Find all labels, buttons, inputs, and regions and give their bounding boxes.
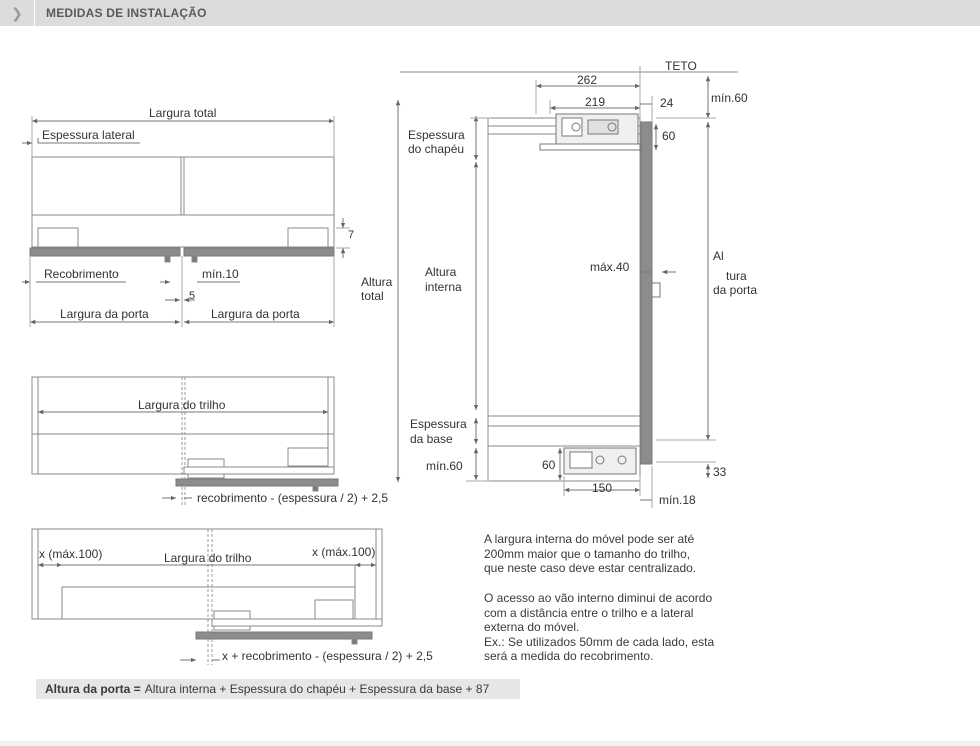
formula-label: Altura da porta =	[45, 682, 141, 696]
bottom-largura-trilho-label: Largura do trilho	[164, 551, 252, 565]
chevron-right-icon: ❯	[11, 4, 23, 21]
note-1-line-2: 200mm maior que o tamanho do trilho,	[484, 546, 691, 561]
altura-porta-label-2: tura	[726, 269, 747, 283]
door-height-formula	[36, 679, 520, 699]
top-view-diagram	[22, 116, 350, 327]
middle-largura-trilho-label: Largura do trilho	[138, 398, 226, 412]
dim-262-label: 262	[577, 73, 598, 87]
recobrimento-label: Recobrimento	[44, 267, 119, 281]
note-paragraph-2	[484, 591, 784, 664]
dim-33-label: 33	[713, 465, 727, 479]
min-60-bottom-label: mín.60	[426, 459, 463, 473]
dim-150-label: 150	[592, 481, 613, 495]
min-10-label: mín.10	[202, 267, 239, 281]
dim-5-label: 5	[189, 290, 196, 302]
formula-expression: Altura interna + Espessura do chapéu + Espessura da base + 87	[144, 682, 490, 696]
largura-porta-right-label: Largura da porta	[211, 307, 300, 321]
note-2-line-1: O acesso ao vão interno diminui de acordo	[484, 591, 713, 605]
altura-interna-label-1: Altura	[425, 265, 457, 279]
largura-total-label: Largura total	[149, 106, 217, 120]
x-max-right-label: x (máx.100)	[312, 545, 376, 559]
dim-60-bottom-label: 60	[542, 458, 556, 472]
espessura-base-label-2: da base	[410, 432, 453, 446]
note-2-line-2: com a distância entre o trilho e a lateral	[484, 605, 694, 620]
espessura-chapeu-label-1: Espessura	[408, 128, 465, 142]
altura-porta-label-1: Al	[713, 249, 724, 263]
espessura-chapeu-label-2: do chapéu	[408, 142, 465, 156]
altura-interna-label-2: interna	[425, 280, 462, 294]
note-2-line-4: Ex.: Se utilizados 50mm de cada lado, esta	[484, 634, 715, 649]
teto-label: TETO	[665, 59, 697, 73]
dim-60-top-label: 60	[662, 129, 676, 143]
dim-7-label: 7	[348, 229, 355, 241]
max-40-label: máx.40	[590, 260, 630, 274]
section-title: MEDIDAS DE INSTALAÇÃO	[46, 6, 207, 20]
dim-219-label: 219	[585, 95, 606, 109]
dim-24-label: 24	[660, 96, 674, 110]
header-divider	[34, 0, 35, 26]
altura-porta-label-3: da porta	[713, 283, 758, 297]
min-60-top-label: mín.60	[711, 91, 748, 105]
footer-divider	[0, 741, 980, 746]
min-18-label: mín.18	[659, 493, 696, 507]
note-1-line-3: que neste caso deve estar centralizado.	[484, 561, 697, 575]
note-paragraph-1	[484, 532, 784, 576]
note-1-line-1: A largura interna do móvel pode ser até	[484, 532, 695, 546]
espessura-lateral-label: Espessura lateral	[42, 128, 135, 142]
largura-porta-left-label: Largura da porta	[60, 307, 149, 321]
bottom-formula-label: x + recobrimento - (espessura / 2) + 2,5	[222, 649, 433, 663]
espessura-base-label-1: Espessura	[410, 417, 467, 431]
note-2-line-3: externa do móvel.	[484, 620, 580, 634]
altura-total-label-1: Altura	[361, 275, 393, 289]
middle-view-diagram	[32, 377, 338, 505]
altura-total-label-2: total	[361, 289, 384, 303]
section-header	[0, 0, 980, 26]
middle-formula-label: recobrimento - (espessura / 2) + 2,5	[197, 491, 389, 505]
note-2-line-5: será a medida do recobrimento.	[484, 649, 654, 663]
x-max-left-label: x (máx.100)	[39, 547, 103, 561]
